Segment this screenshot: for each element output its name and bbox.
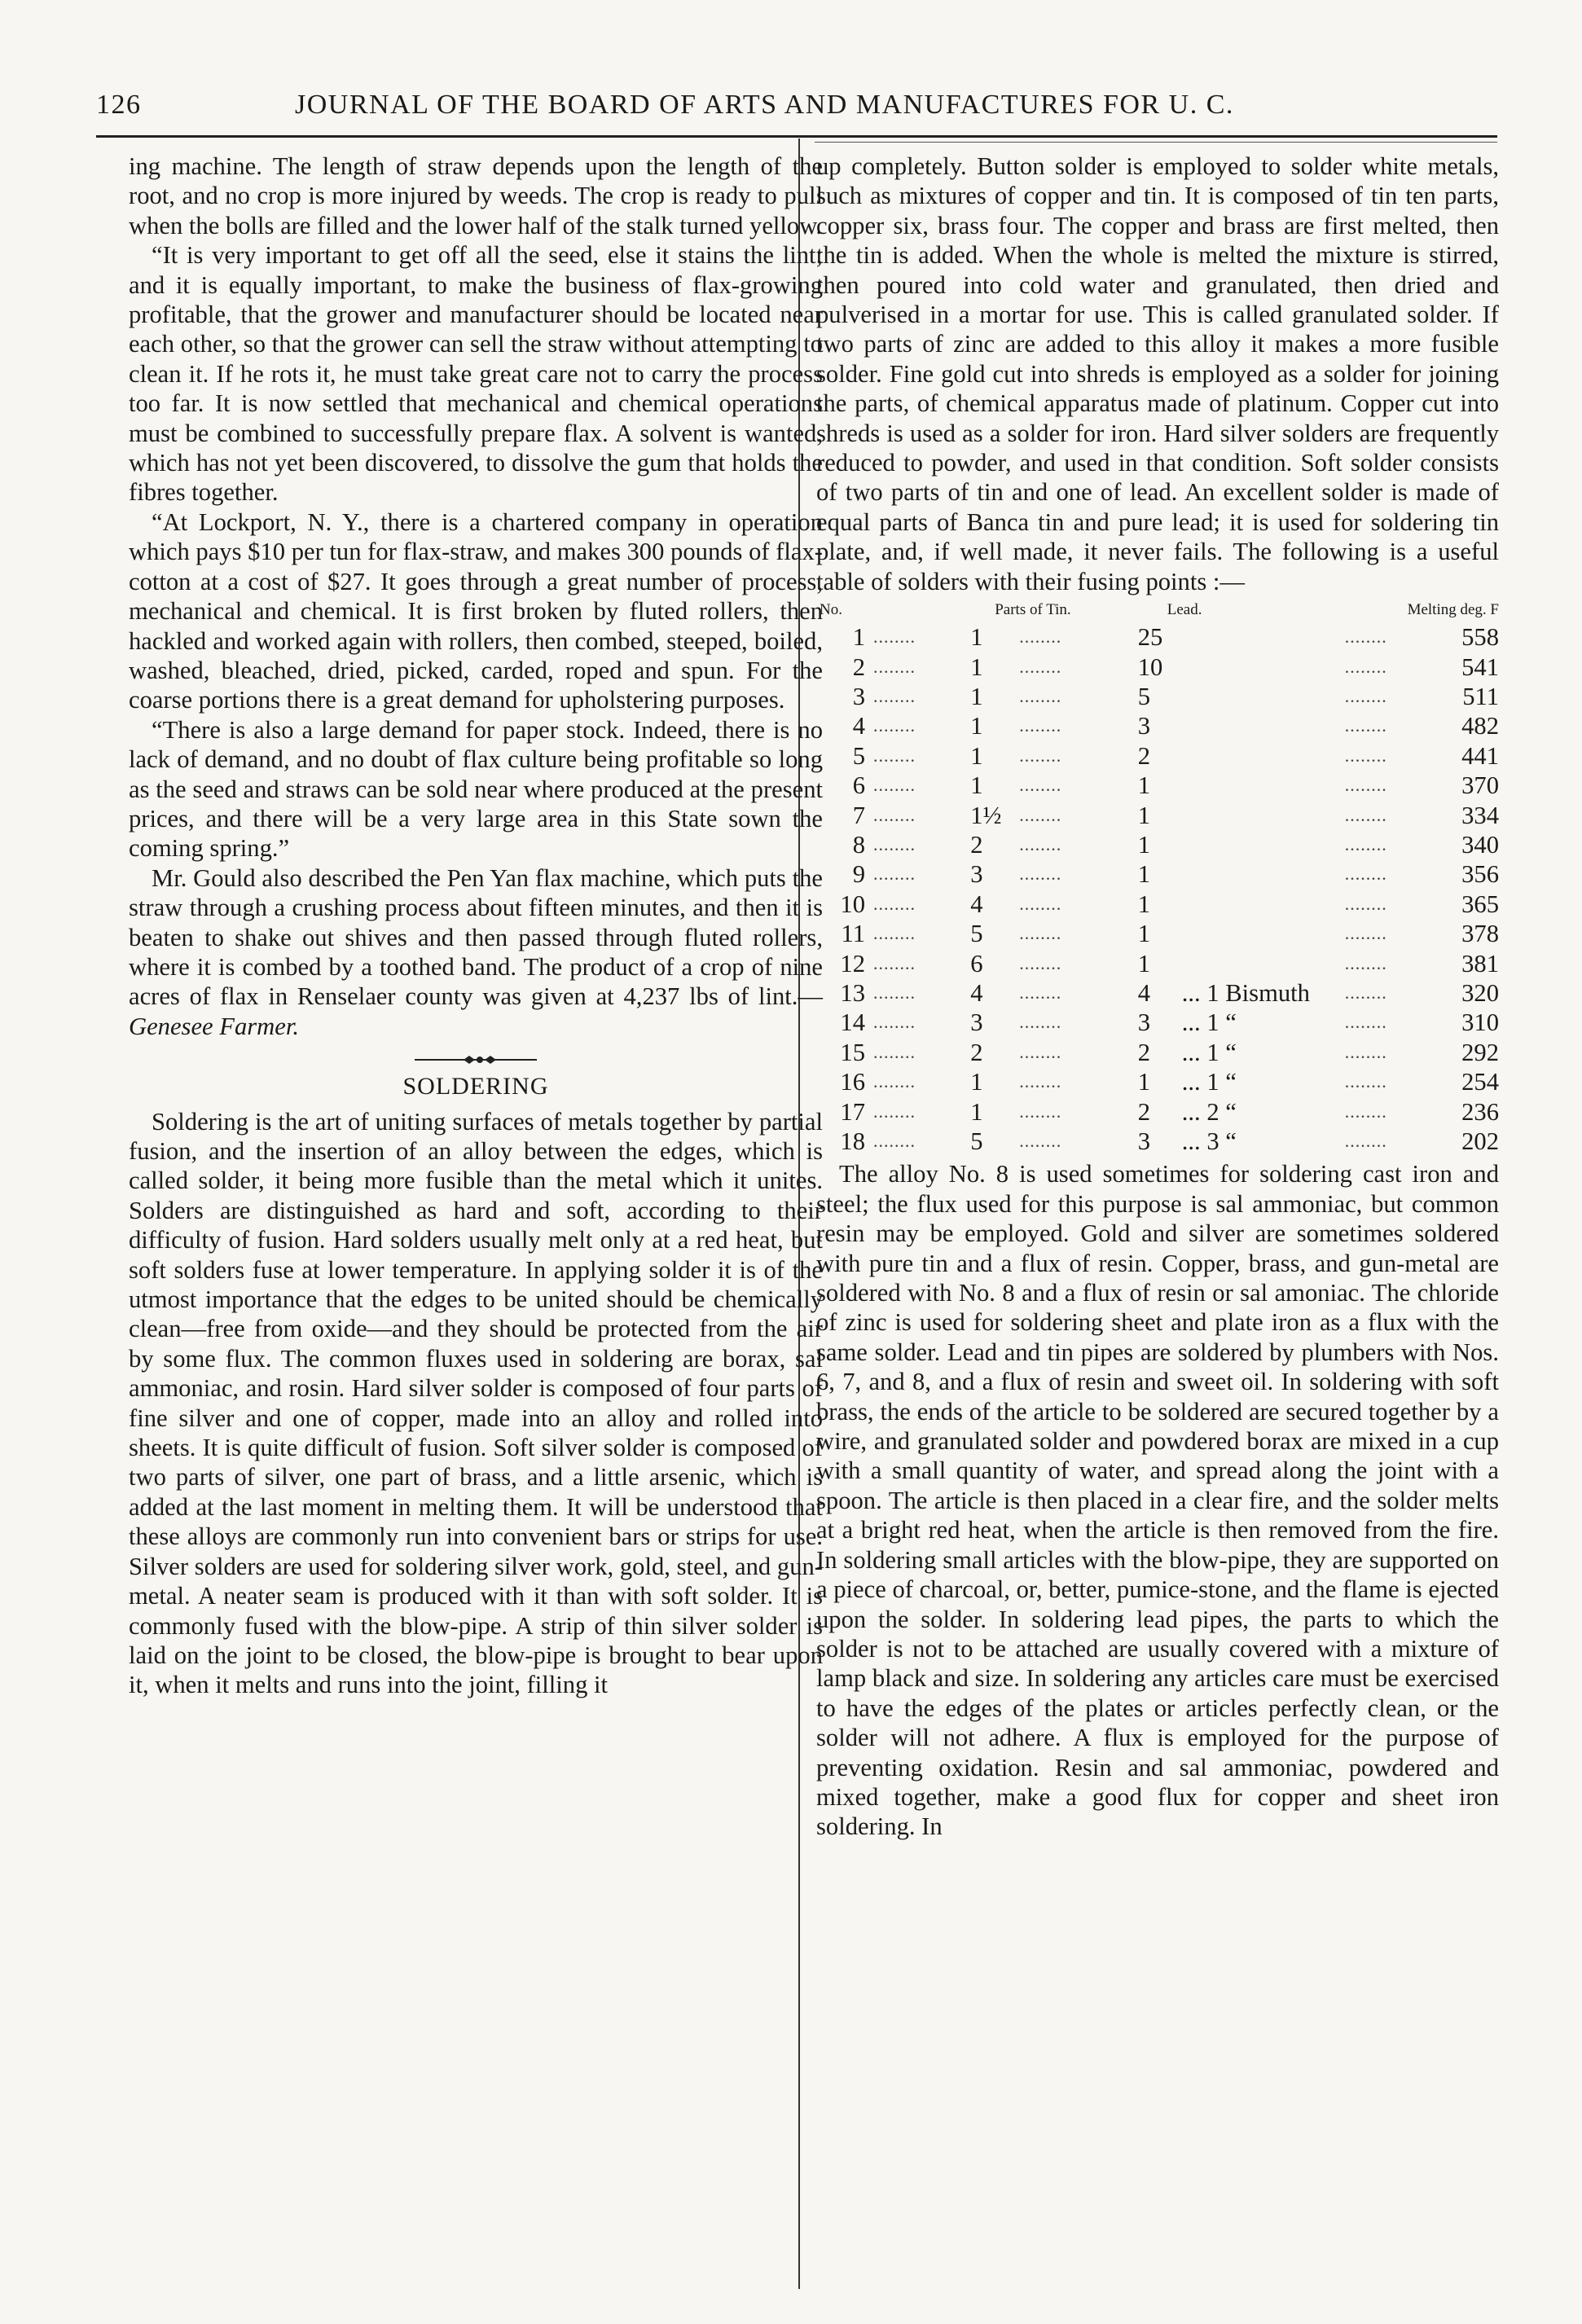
paragraph: ing machine. The length of straw depends upon the length of the root, and no crop is more injured by weeds. The crop is ready to pull when the bolls are filled and the lower half of the stalk turned yellow. [129, 152, 823, 239]
paragraph: “There is also a large demand for paper stock. Indeed, there is no lack of demand, and no doubt of flax culture being profitable so long as the seed and straws can be sold near where produced at the present prices, and there will be a very large area in this State sown the coming spring.” [129, 715, 823, 863]
table-header-row [816, 598, 1499, 622]
table-row [816, 1097, 1499, 1127]
leader-dots: ........ [1344, 1041, 1387, 1062]
cell-no: 6 [852, 771, 865, 800]
cell-lead: 3 [1137, 1127, 1151, 1155]
leader-dots: ........ [1019, 982, 1062, 1003]
leader-dots: ........ [873, 893, 916, 914]
leader-dots: ........ [1019, 923, 1062, 944]
cell-lead: 1 [1137, 830, 1151, 859]
section-heading: SOLDERING [402, 1073, 549, 1100]
cell-lead: 1 [1137, 801, 1151, 829]
table-row [816, 830, 1499, 859]
cell-no: 1 [852, 623, 865, 652]
table-row [816, 1067, 1499, 1096]
leader-dots: ........ [873, 833, 916, 854]
leader-dots: ........ [1019, 1131, 1062, 1151]
cell-bismuth [1182, 741, 1345, 771]
leader-dots: ........ [1019, 863, 1062, 885]
cell-melting: 558 [1461, 623, 1499, 652]
leader-dots: ........ [1019, 1071, 1062, 1092]
paragraph: The alloy No. 8 is used sometimes for soldering cast iron and steel; the flux used for this purpose is sal ammoniac, but common resin may be employed. Gold and silver are sometimes soldered with pure tin and a flux of resin. Copper, brass, and gun-metal are soldered with No. 8 and a flux of resin or sal amoniac. The chloride of zinc is used for soldering sheet and plate iron as a flux with the same solder. Lead and tin pipes are soldered by plumbers with Nos. 6, 7, and 8, and a flux of resin and sweet oil. In soldering with soft brass, the ends of the article to be soldered are secured together by a wire, and granulated solder and powdered borax are mixed in a cup with a small quantity of water, and spread along the joint with a spoon. The article is then placed in a clear fire, and the solder melts at a bright red heat, when the article is then removed from the fire. In soldering small articles with the blow-pipe, they are supported on a piece of charcoal, or, better, pumice-stone, and the flame is ejected upon the solder. In soldering lead pipes, the parts to which the solder is not to be attached are usually covered with a mixture of lamp black and size. In soldering any articles care must be exercised to have the edges of the plates or articles perfectly clean, or the solder will not adhere. A flux is employed for the purpose of preventing oxidation. Resin and sal ammoniac, powdered and mixed together, make a good flux for copper and sheet iron soldering. In [816, 1160, 1499, 1841]
cell-melting: 310 [1461, 1008, 1499, 1037]
leader-dots: ........ [873, 745, 916, 766]
cell-bismuth [1182, 949, 1345, 978]
leader-dots: ........ [873, 1012, 916, 1033]
header-no: No. [820, 601, 842, 619]
cell-no: 2 [852, 652, 865, 681]
table-row [816, 771, 1499, 800]
cell-tin: 1 [970, 652, 983, 681]
cell-tin: 3 [970, 860, 983, 889]
cell-melting: 482 [1461, 712, 1499, 740]
cell-lead: 1 [1137, 890, 1151, 918]
leader-dots: ........ [873, 923, 916, 944]
cell-no: 8 [852, 830, 865, 859]
cell-bismuth [1182, 682, 1345, 711]
cell-melting: 541 [1461, 652, 1499, 681]
cell-no: 10 [840, 890, 865, 918]
header-rule [96, 135, 1497, 138]
cell-no: 16 [840, 1068, 865, 1096]
cell-no: 13 [840, 978, 865, 1007]
cell-tin: 4 [970, 890, 983, 918]
cell-tin: 4 [970, 978, 983, 1007]
table-row [816, 741, 1499, 771]
leader-dots: ........ [1344, 863, 1387, 885]
source-citation: Genesee Farmer. [129, 1012, 299, 1040]
leader-dots: ........ [1344, 893, 1387, 914]
leader-dots: ........ [1344, 1131, 1387, 1151]
cell-melting: 320 [1461, 978, 1499, 1007]
cell-lead: 2 [1137, 1038, 1151, 1066]
cell-no: 4 [852, 712, 865, 740]
cell-bismuth [1182, 711, 1345, 740]
cell-tin: 1 [970, 1068, 983, 1096]
table-row [816, 801, 1499, 830]
leader-dots: ........ [873, 715, 916, 736]
cell-lead: 2 [1137, 1097, 1151, 1126]
paragraph-text: Mr. Gould also described the Pen Yan flax machine, which puts the straw through a crushing process about fifteen minutes, and then it is beaten to shake out shives and then passed through fluted rollers, where it is combed by a toothed band. The product of a crop of nine acres of flax in Renselaer county was given at 4,237 lbs of lint.— [129, 863, 823, 1011]
leader-dots: ........ [873, 626, 916, 648]
leader-dots: ........ [1344, 715, 1387, 736]
paragraph: “At Lockport, N. Y., there is a chartered company in operation which pays $10 per tun for flax-straw, and makes 300 pounds of flax-cotton at a cost of $27. It goes through a great number of process, mechanical and chemical. It is first broken by fluted rollers, then hackled and worked again with rollers, then combed, steeped, boiled, washed, bleached, dried, picked, carded, roped and spun. For the coarse portions there is a great demand for upholstering purposes. [129, 507, 823, 714]
cell-lead: 5 [1137, 682, 1151, 710]
cell-melting: 511 [1462, 682, 1499, 710]
leader-dots: ........ [1344, 804, 1387, 825]
leader-dots: ........ [1019, 893, 1062, 914]
table-row [816, 919, 1499, 948]
cell-tin: 2 [970, 1038, 983, 1066]
leader-dots: ........ [1344, 685, 1387, 706]
cell-lead: 3 [1137, 712, 1151, 740]
cell-no: 11 [841, 920, 865, 948]
header-tin: Parts of Tin. [995, 601, 1071, 619]
leader-dots: ........ [873, 952, 916, 973]
paragraph: Soldering is the art of uniting surfaces of metals together by partial fusion, and the insertion of an alloy between the edges, which is called solder, it being more fusible than the metal which it unites. Solders are distinguished as hard and soft, according to their difficulty of fusion. Hard solders usually melt only at a red heat, but soft solders fuse at lower temperature. In applying solder it is of the utmost importance that the edges to be united should be chemically clean—free from oxide—and they should be protected from the air by some flux. The common fluxes used in soldering are borax, sal ammoniac, and rosin. Hard silver solder is composed of four parts of fine silver and one of copper, made into an alloy and rolled into sheets. It is quite difficult of fusion. Soft silver solder is composed of two parts of silver, one part of brass, and a little arsenic, which is added at the last moment in melting them. It will be understood that these alloys are commonly run into convenient bars or strips for use. Silver solders are used for soldering silver work, gold, steel, and gun-metal. A neater seam is produced with it than with soft solder. It is commonly fused with the blow-pipe. A strip of thin silver solder is laid on the joint to be closed, the blow-pipe is brought to bear upon it, when it melts and runs into the joint, filling it [129, 1107, 823, 1699]
leader-dots: ........ [873, 1131, 916, 1151]
cell-melting: 202 [1461, 1127, 1499, 1155]
cell-bismuth [1182, 830, 1345, 859]
leader-dots: ........ [873, 685, 916, 706]
leader-dots: ........ [1019, 685, 1062, 706]
leader-dots: ........ [873, 1071, 916, 1092]
section-ornament [129, 1054, 823, 1065]
leader-dots: ........ [873, 1100, 916, 1122]
table-row [816, 859, 1499, 889]
cell-bismuth [1182, 771, 1345, 800]
table-row [816, 682, 1499, 711]
leader-dots: ........ [1344, 775, 1387, 796]
table-row [816, 652, 1499, 682]
leader-dots: ........ [1019, 833, 1062, 854]
cell-melting: 378 [1461, 920, 1499, 948]
leader-dots: ........ [1019, 1041, 1062, 1062]
leader-dots: ........ [1344, 656, 1387, 677]
cell-bismuth [1182, 622, 1345, 652]
page-header [96, 81, 1497, 130]
cell-no: 15 [840, 1038, 865, 1066]
solder-table [816, 598, 1499, 1156]
cell-melting: 370 [1461, 771, 1499, 800]
leader-dots: ........ [1019, 656, 1062, 677]
cell-melting: 441 [1461, 741, 1499, 770]
leader-dots: ........ [1019, 745, 1062, 766]
leader-dots: ........ [1019, 626, 1062, 648]
table-row [816, 890, 1499, 919]
leader-dots: ........ [1019, 775, 1062, 796]
cell-melting: 381 [1461, 949, 1499, 977]
cell-lead: 25 [1137, 623, 1163, 652]
cell-bismuth [1182, 801, 1345, 830]
leader-dots: ........ [1344, 1071, 1387, 1092]
cell-tin: 1 [970, 623, 983, 652]
leader-dots: ........ [1344, 952, 1387, 973]
header-lead: Lead. [1167, 601, 1202, 619]
cell-tin: 1½ [970, 801, 1002, 829]
cell-tin: 1 [970, 712, 983, 740]
cell-tin: 3 [970, 1008, 983, 1037]
cell-tin: 1 [970, 741, 983, 770]
cell-tin: 6 [970, 949, 983, 977]
cell-tin: 2 [970, 830, 983, 859]
cell-bismuth: ... 1 “ [1181, 1008, 1237, 1037]
cell-tin: 5 [970, 920, 983, 948]
cell-bismuth [1182, 890, 1345, 919]
cell-lead: 3 [1137, 1008, 1151, 1037]
cell-lead: 1 [1137, 949, 1151, 977]
leader-dots: ........ [1019, 715, 1062, 736]
cell-no: 9 [852, 860, 865, 889]
leader-dots: ........ [1344, 982, 1387, 1003]
cell-lead: 2 [1137, 741, 1151, 770]
cell-tin: 5 [970, 1127, 983, 1155]
table-row [816, 1008, 1499, 1037]
table-row [816, 1127, 1499, 1156]
cell-bismuth [1182, 919, 1345, 948]
header-rule-thin [815, 142, 1497, 143]
cell-tin: 1 [970, 1097, 983, 1126]
leader-dots: ........ [873, 804, 916, 825]
paragraph [129, 863, 823, 1041]
leader-dots: ........ [1019, 1100, 1062, 1122]
leader-dots: ........ [873, 1041, 916, 1062]
cell-bismuth: ... 1 Bismuth [1181, 978, 1310, 1007]
leader-dots: ........ [1019, 952, 1062, 973]
cell-no: 17 [840, 1097, 865, 1126]
cell-no: 12 [840, 949, 865, 977]
cell-bismuth: ... 2 “ [1181, 1097, 1237, 1126]
table-row [816, 1038, 1499, 1067]
leader-dots: ........ [1344, 1012, 1387, 1033]
leader-dots: ........ [873, 863, 916, 885]
table-row [816, 711, 1499, 740]
cell-bismuth [1182, 652, 1345, 682]
table-row [816, 978, 1499, 1008]
leader-dots: ........ [1019, 1012, 1062, 1033]
cell-bismuth: ... 1 “ [1181, 1038, 1237, 1066]
leader-dots: ........ [873, 656, 916, 677]
leader-dots: ........ [1344, 745, 1387, 766]
table-row [816, 949, 1499, 978]
leader-dots: ........ [1344, 923, 1387, 944]
leader-dots: ........ [873, 775, 916, 796]
cell-tin: 1 [970, 682, 983, 710]
table-body [816, 622, 1499, 1156]
paragraph: “It is very important to get off all the seed, else it stains the lint; and it is equally important, to make the business of flax-growing profitable, that the grower and manufacturer should be located near each other, so that the grower can sell the straw without attempting to clean it. If he rots it, he must take great care not to carry the process too far. It is now settled that mechanical and chemical operations must be combined to successfully prepare flax. A solvent is wanted, which has not yet been discovered, to dissolve the gum that holds the fibres together. [129, 241, 823, 507]
leader-dots: ........ [1344, 626, 1387, 648]
table-row [816, 622, 1499, 652]
page-number: 126 [96, 90, 142, 120]
cell-bismuth: ... 3 “ [1181, 1127, 1237, 1155]
leader-dots: ........ [1019, 804, 1062, 825]
cell-lead: 10 [1137, 652, 1163, 681]
running-title: JOURNAL OF THE BOARD OF ARTS AND MANUFACTURES FOR U. C. [295, 90, 1234, 120]
cell-melting: 292 [1461, 1038, 1499, 1066]
cell-tin: 1 [970, 771, 983, 800]
left-column [129, 152, 823, 1700]
paragraph: up completely. Button solder is employed to solder white metals, such as mixtures of copper and tin. It is composed of tin ten parts, copper six, brass four. The copper and brass are first melted, then the tin is added. When the whole is melted the mixture is stirred, then poured into cold water and granulated, then dried and pulverised in a mortar for use. This is called granulated solder. If two parts of zinc are added to this alloy it makes a more fusible solder. Fine gold cut into shreds is employed as a solder for joining the parts, of chemical apparatus made of platinum. Copper cut into shreds is used as a solder for iron. Hard silver solders are frequently reduced to powder, and used in that condition. Soft solder consists of two parts of tin and one of lead. An excellent solder is made of equal parts of Banca tin and pure lead; it is used for soldering tin plate, and, if well made, it never fails. The following is a useful table of solders with their fusing points :— [816, 152, 1499, 595]
cell-lead: 1 [1137, 860, 1151, 889]
leader-dots: ........ [1344, 833, 1387, 854]
cell-bismuth: ... 1 “ [1181, 1068, 1237, 1096]
cell-melting: 254 [1461, 1068, 1499, 1096]
cell-melting: 340 [1461, 830, 1499, 859]
cell-lead: 1 [1137, 920, 1151, 948]
cell-lead: 1 [1137, 771, 1151, 800]
cell-lead: 4 [1137, 978, 1151, 1007]
header-melting: Melting deg. F [1407, 601, 1499, 619]
cell-no: 7 [852, 801, 865, 829]
cell-melting: 365 [1461, 890, 1499, 918]
cell-bismuth [1182, 859, 1345, 889]
cell-no: 3 [852, 682, 865, 710]
cell-melting: 334 [1461, 801, 1499, 829]
right-column [816, 152, 1499, 1842]
leader-dots: ........ [873, 982, 916, 1003]
cell-lead: 1 [1137, 1068, 1151, 1096]
cell-no: 14 [840, 1008, 865, 1037]
cell-melting: 356 [1461, 860, 1499, 889]
cell-melting: 236 [1461, 1097, 1499, 1126]
cell-no: 5 [852, 741, 865, 770]
leader-dots: ........ [1344, 1100, 1387, 1122]
cell-no: 18 [840, 1127, 865, 1155]
